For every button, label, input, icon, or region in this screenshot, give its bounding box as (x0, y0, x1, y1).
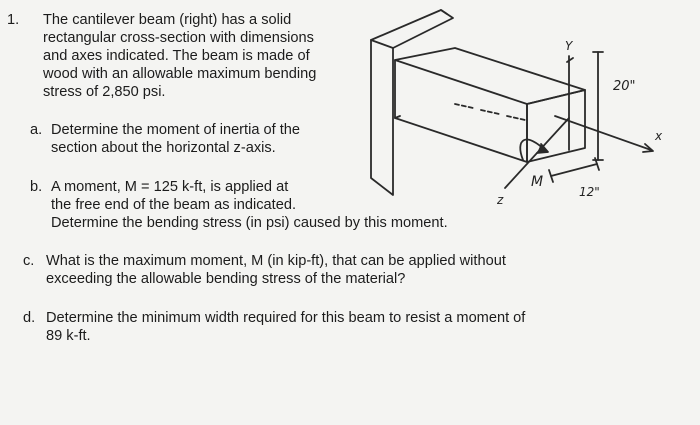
width-label: 12" (579, 185, 600, 199)
part-d-line: 89 k-ft. (46, 328, 91, 344)
moment-label: M (531, 174, 544, 190)
z-axis-label: z (497, 193, 504, 207)
part-b-line: Determine the bending stress (in psi) caused by this moment. (51, 215, 448, 231)
part-b-line: the free end of the beam as indicated. (51, 197, 297, 213)
beam-end-face (527, 90, 585, 162)
part-d-label: d. (23, 310, 36, 326)
intro-line: The cantilever beam (right) has a solid (43, 12, 292, 28)
intro-line: wood with an allowable maximum bending (43, 66, 317, 82)
y-axis-label: Y (565, 39, 573, 53)
wall-top (371, 10, 453, 48)
part-c-line: exceeding the allowable bending stress of the material? (46, 271, 406, 287)
beam-front-face (395, 60, 527, 162)
intro-line: rectangular cross-section with dimensions (43, 30, 314, 46)
part-a-label: a. (30, 122, 43, 138)
part-d-line: Determine the minimum width required for this beam to resist a moment of (46, 310, 526, 326)
beam-diagram (355, 0, 700, 235)
y-axis-tick (567, 58, 573, 62)
centroid-axis-dashed (455, 104, 525, 120)
wall-back-edge (441, 10, 447, 14)
part-b-line: A moment, M = 125 k-ft, is applied at (51, 179, 289, 195)
intro-line: and axes indicated. The beam is made of (43, 48, 310, 64)
part-c-line: What is the maximum moment, M (in kip-ft), that can be applied without (46, 253, 506, 269)
width-dimension (551, 164, 597, 176)
problem-number: 1. (7, 12, 20, 28)
part-c-label: c. (23, 253, 35, 269)
part-a-line: Determine the moment of inertia of the (51, 122, 301, 138)
part-b-label: b. (30, 179, 43, 195)
beam-top-face (395, 48, 585, 104)
x-axis-label: x (655, 129, 663, 143)
intro-line: stress of 2,850 psi. (43, 84, 166, 100)
wall-support (371, 40, 393, 195)
part-a-line: section about the horizontal z-axis. (51, 140, 276, 156)
height-label: 20" (613, 79, 636, 94)
beam-figure (355, 0, 700, 235)
